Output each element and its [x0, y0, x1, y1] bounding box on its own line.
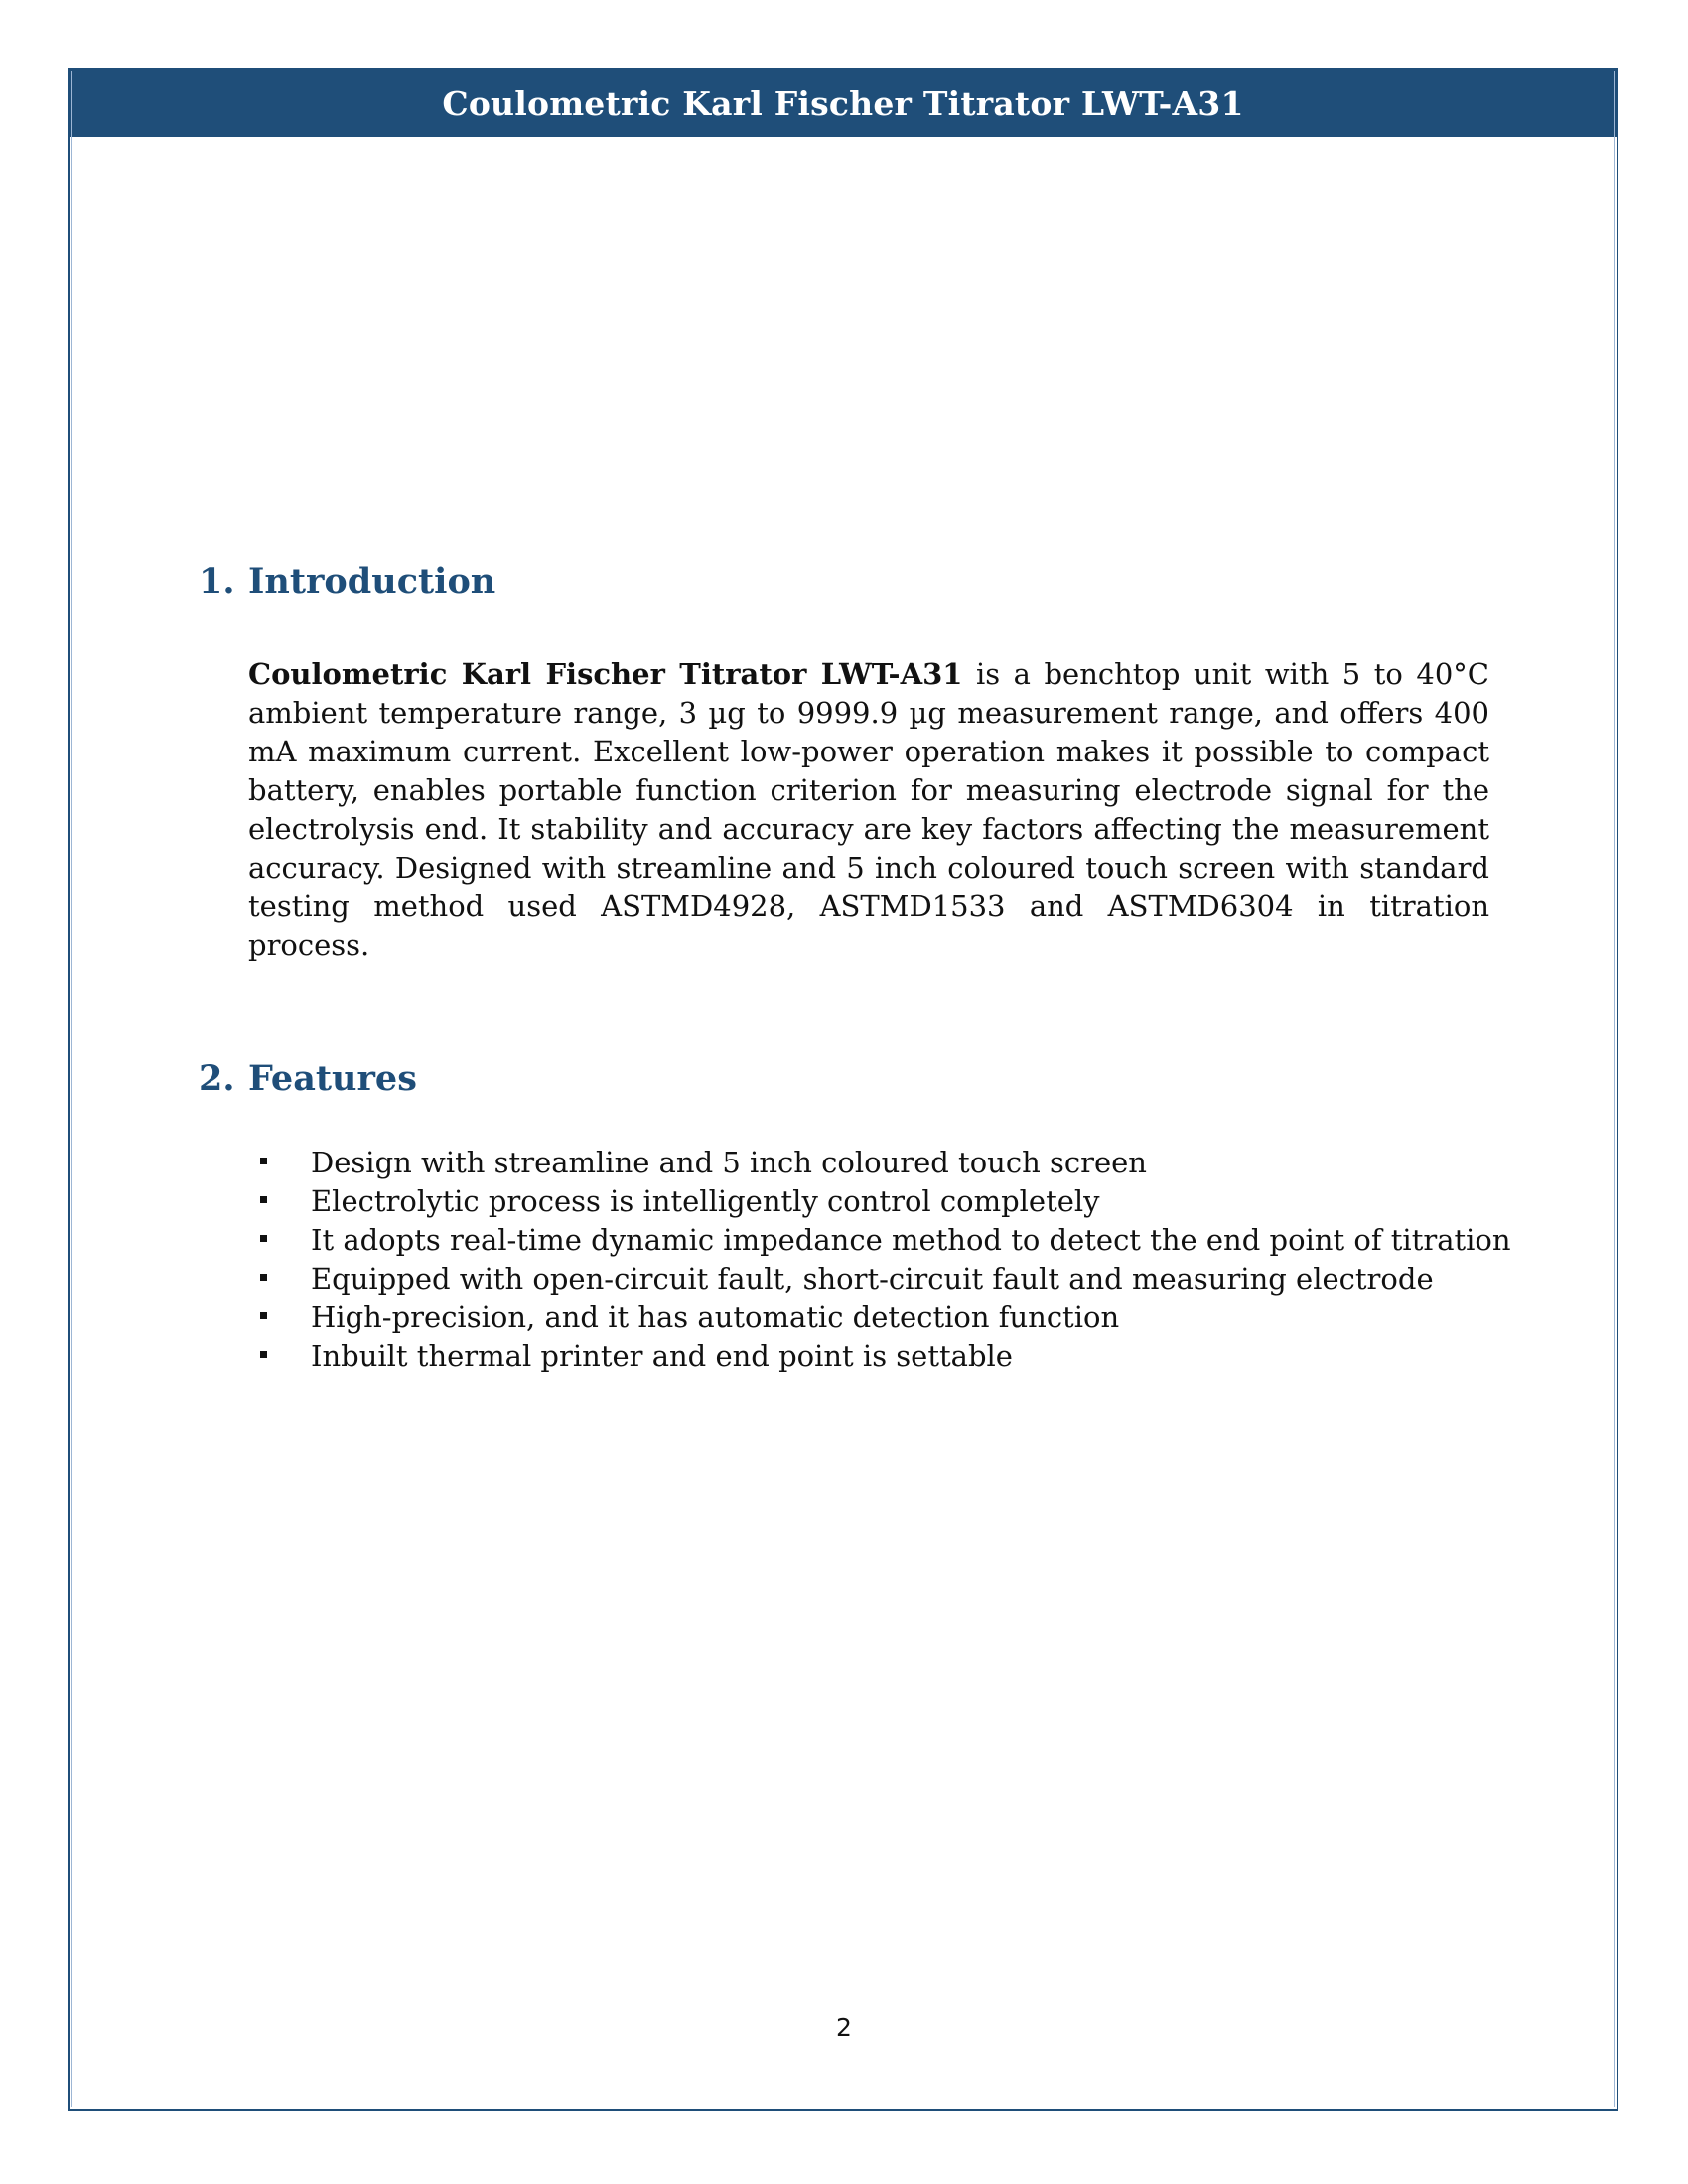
page-number: 2 — [836, 2013, 852, 2042]
bullet-icon — [260, 1351, 267, 1358]
feature-text: Equipped with open-circuit fault, short-circuit fault and measuring electrode — [311, 1262, 1434, 1296]
feature-text: Electrolytic process is intelligently control completely — [311, 1184, 1100, 1218]
features-list — [260, 1144, 1551, 1376]
feature-text: High-precision, and it has automatic detection function — [311, 1300, 1120, 1334]
features-heading — [199, 1058, 417, 1099]
feature-text: Inbuilt thermal printer and end point is settable — [311, 1339, 1013, 1373]
feature-text: It adopts real-time dynamic impedance method to detect the end point of titration — [311, 1223, 1511, 1257]
header-title: Coulometric Karl Fischer Titrator LWT-A31 — [442, 83, 1244, 123]
introduction-number: 1. — [199, 561, 235, 602]
bullet-icon — [260, 1158, 267, 1164]
feature-item — [260, 1144, 1551, 1182]
feature-text: Design with streamline and 5 inch coloured touch screen — [311, 1146, 1147, 1179]
feature-item — [260, 1337, 1551, 1376]
bullet-icon — [260, 1274, 267, 1281]
introduction-lead: Coulometric Karl Fischer Titrator LWT-A31 — [248, 657, 963, 691]
feature-item — [260, 1221, 1551, 1260]
bullet-icon — [260, 1196, 267, 1203]
introduction-heading — [199, 561, 495, 602]
feature-item — [260, 1298, 1551, 1337]
introduction-body: is a benchtop unit with 5 to 40°C ambient temperature range, 3 µg to 9999.9 µg measurement range, and offers 400 mA maximum current. Excellent low-power operation makes it possible to compact battery, enables portable function criterion for measuring electrode signal for the electrolysis end. It stability and accuracy are key factors affecting the measurement accuracy. Designed with streamline and 5 inch coloured touch screen with standard testing method used ASTMD4928, ASTMD1533 and ASTMD6304 in titration process. — [248, 657, 1489, 962]
feature-item — [260, 1182, 1551, 1221]
features-number: 2. — [199, 1058, 235, 1099]
introduction-title: Introduction — [248, 561, 496, 602]
bullet-icon — [260, 1312, 267, 1319]
header-bar — [70, 69, 1617, 137]
feature-item — [260, 1260, 1551, 1298]
bullet-icon — [260, 1235, 267, 1242]
features-title: Features — [248, 1058, 417, 1099]
introduction-paragraph — [248, 655, 1489, 965]
